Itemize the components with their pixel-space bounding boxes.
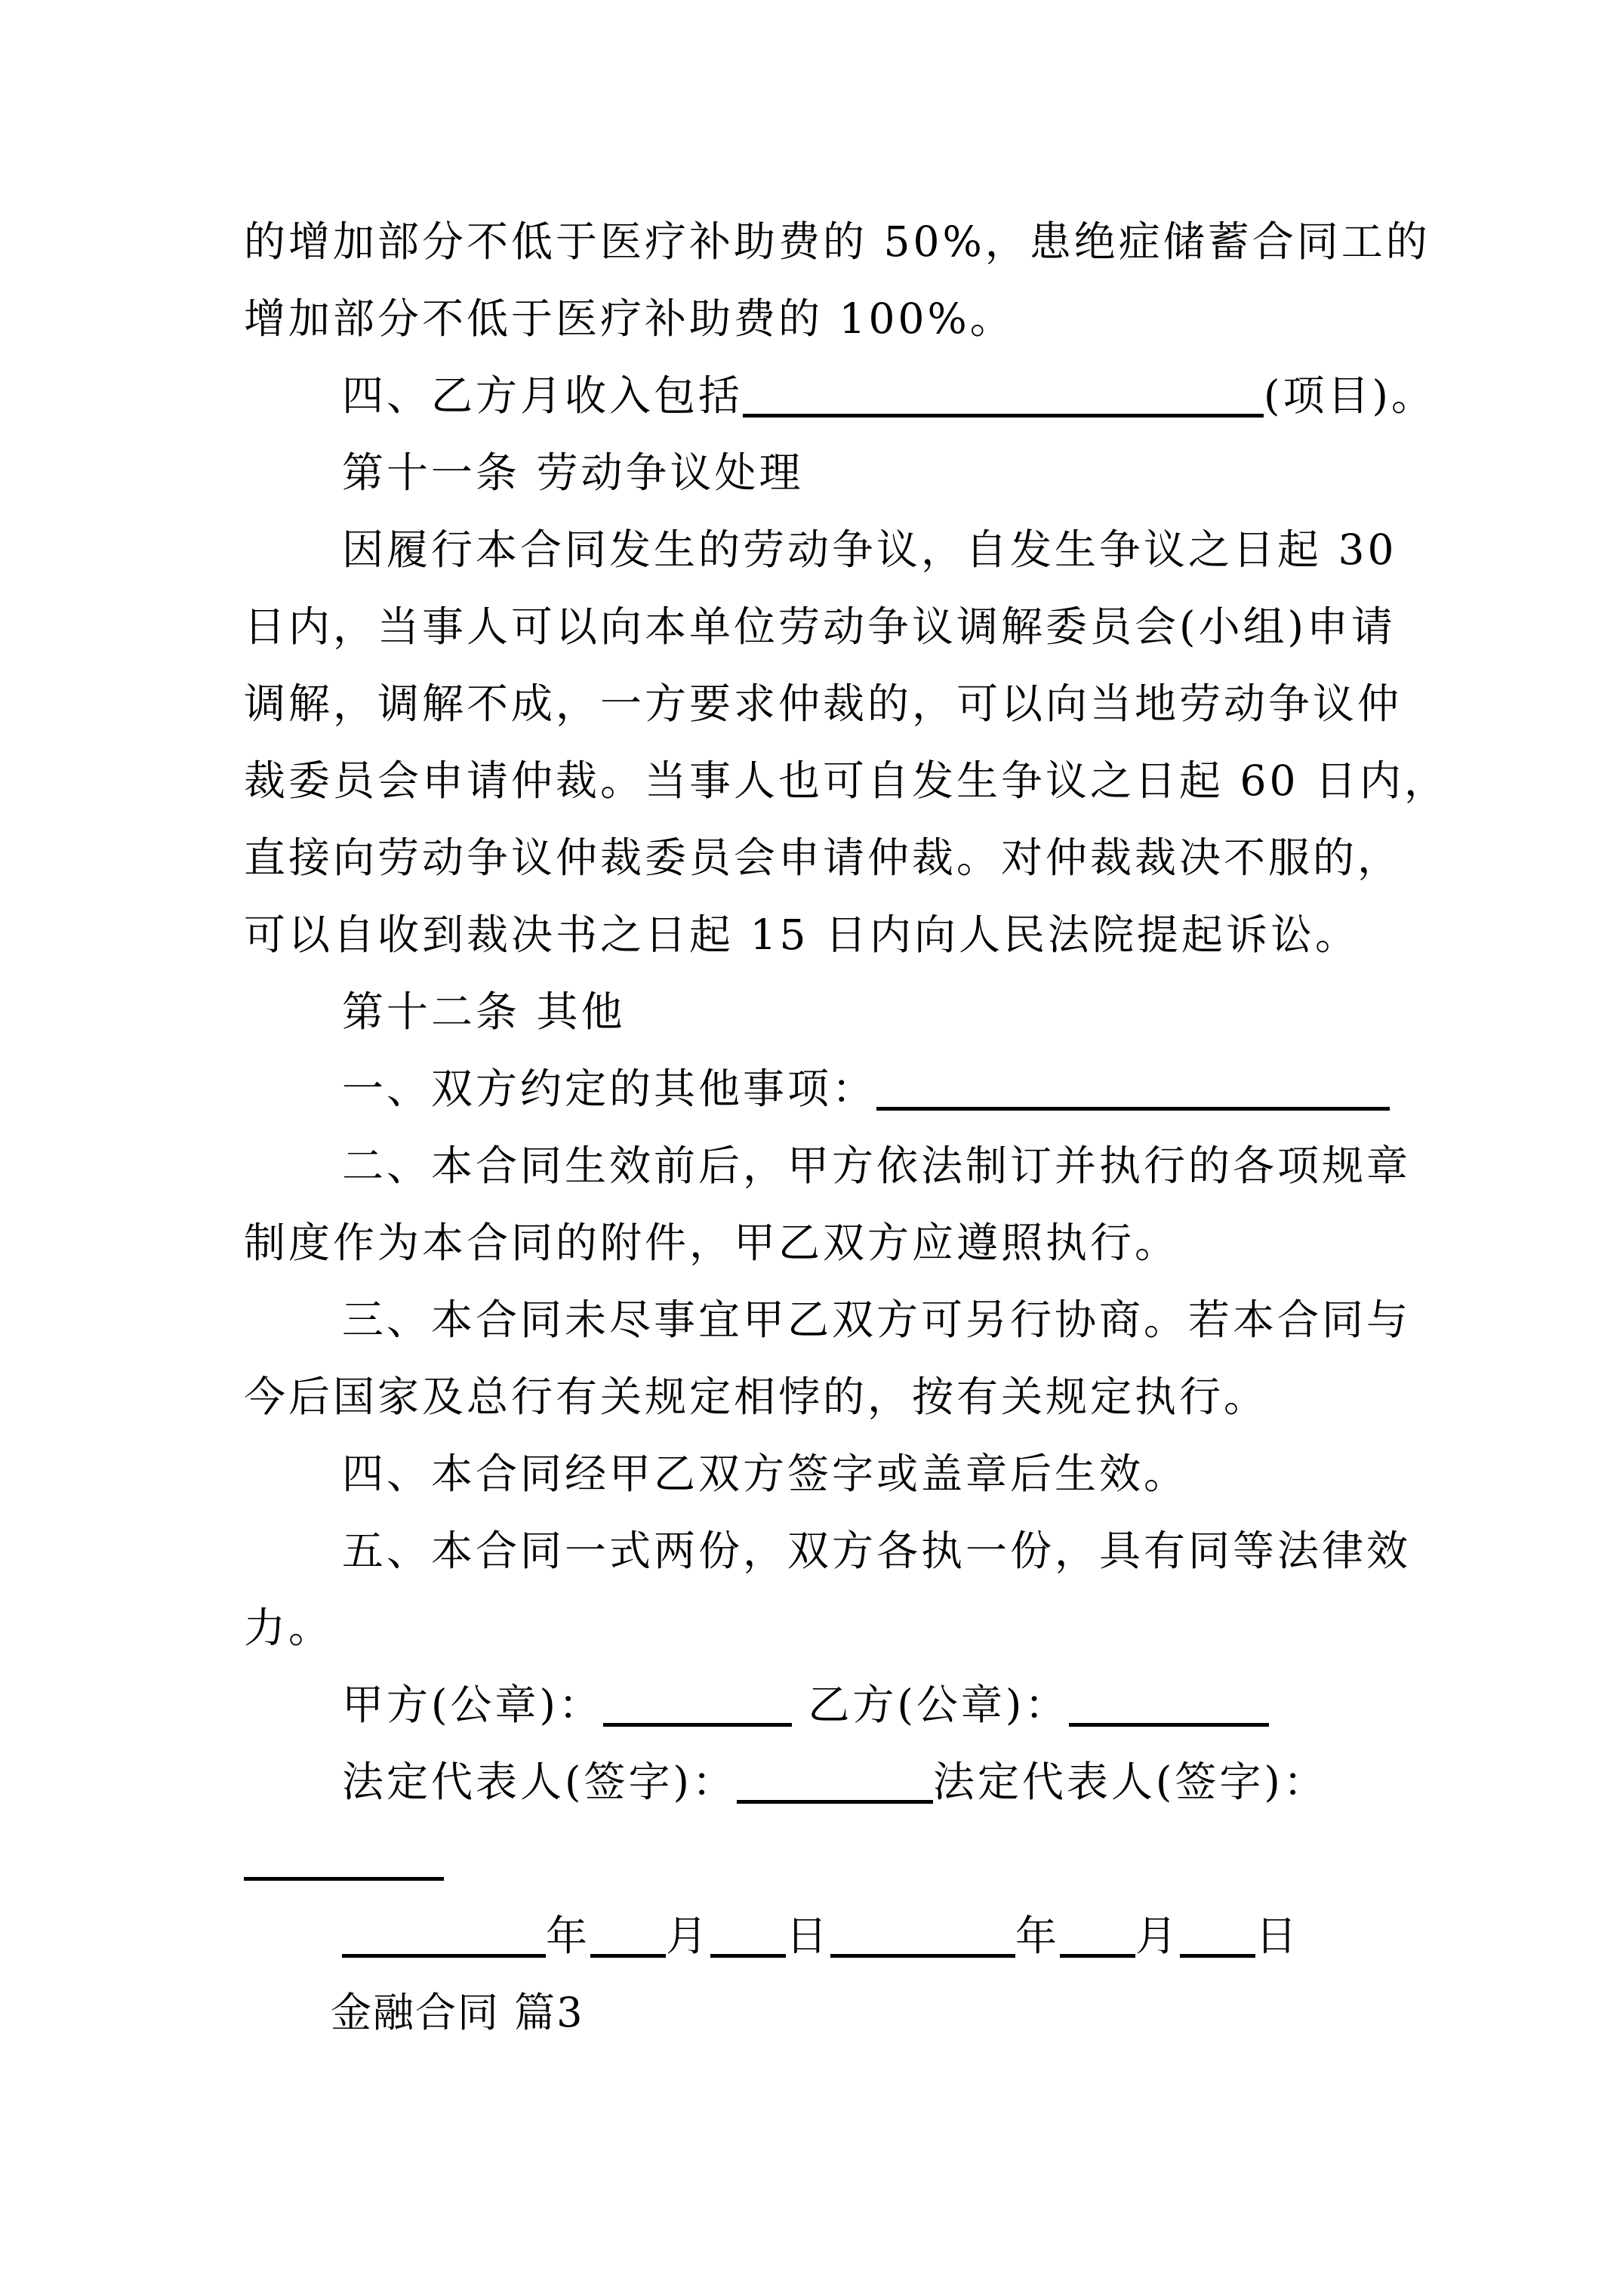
line-legal-representative [244, 1743, 1467, 1820]
fill-in-blank [590, 1930, 666, 1958]
text-run: 月 [666, 1912, 711, 1960]
text-run: 二、本合同生效前后，甲方依法制订并执行的各项规章 [342, 1142, 1412, 1190]
line-signature-blank-wrap [244, 1820, 1467, 1897]
fill-in-blank [710, 1930, 786, 1958]
text-run: 法定代表人(签字)： [342, 1758, 737, 1806]
text-run: 三、本合同未尽事宜甲乙双方可另行协商。若本合同与 [342, 1296, 1412, 1344]
fill-in-blank [1180, 1930, 1255, 1958]
line-dispute-3 [244, 665, 1467, 742]
line-dispute-1 [244, 511, 1467, 588]
line-date [244, 1897, 1467, 1974]
text-run: 直接向劳动争议仲裁委员会申请仲裁。对仲裁裁决不服的， [244, 834, 1403, 882]
line-other-4 [244, 1435, 1467, 1512]
text-run: 制度作为本合同的附件，甲乙双方应遵照执行。 [244, 1219, 1180, 1267]
fill-in-blank [876, 1083, 1390, 1111]
text-run: 甲方(公章)： [342, 1681, 603, 1729]
text-run: 五、本合同一式两份，双方各执一份，具有同等法律效 [342, 1527, 1412, 1575]
text-run: 法定代表人(签字)： [932, 1758, 1328, 1806]
text-run: 今后国家及总行有关规定相悖的，按有关规定执行。 [244, 1373, 1269, 1421]
text-run: 四、本合同经甲乙双方签字或盖章后生效。 [342, 1450, 1189, 1498]
text-run: 四、乙方月收入包括 [342, 371, 744, 420]
line-other-3a [244, 1281, 1467, 1358]
text-run: 的增加部分不低于医疗补助费的 50%，患绝症储蓄合同工的 [244, 217, 1431, 266]
text-run: 乙方(公章)： [791, 1681, 1070, 1729]
line-item-4-monthly-income [244, 357, 1467, 434]
fill-in-blank [603, 1699, 792, 1727]
text-run: 日 [786, 1912, 831, 1960]
text-run: 裁委员会申请仲裁。当事人也可自发生争议之日起 60 日内， [244, 757, 1449, 805]
line-footer-title [244, 1974, 1467, 2051]
line-medical-subsidy-100 [244, 280, 1467, 357]
line-dispute-6 [244, 896, 1467, 973]
line-article-11-heading [244, 434, 1467, 511]
text-run: 力。 [244, 1604, 334, 1652]
text-run: 因履行本合同发生的劳动争议，自发生争议之日起 30 [342, 525, 1397, 574]
text-run: 年 [1015, 1912, 1061, 1960]
fill-in-blank [737, 1776, 933, 1804]
line-other-2b [244, 1204, 1467, 1281]
text-run: 一、双方约定的其他事项： [342, 1065, 877, 1113]
line-dispute-5 [244, 819, 1467, 896]
text-run: 增加部分不低于医疗补助费的 100%。 [244, 294, 1015, 343]
fill-in-blank [244, 1853, 444, 1881]
text-run: 金融合同 篇3 [331, 1989, 584, 2036]
line-seal-signature [244, 1666, 1467, 1743]
text-run: 第十一条 劳动争议处理 [342, 448, 804, 497]
line-medical-subsidy-50 [244, 203, 1467, 280]
line-other-5a [244, 1512, 1467, 1589]
fill-in-blank [743, 390, 1264, 418]
line-article-12-heading [244, 973, 1467, 1050]
fill-in-blank [830, 1930, 1015, 1958]
text-run: 日 [1255, 1912, 1301, 1960]
fill-in-blank [342, 1930, 546, 1958]
fill-in-blank [1069, 1699, 1269, 1727]
text-run: 调解，调解不成，一方要求仲裁的，可以向当地劳动争议仲 [244, 680, 1403, 728]
text-run: (项目)。 [1264, 371, 1436, 420]
line-other-1 [244, 1050, 1467, 1127]
line-dispute-2 [244, 588, 1467, 665]
line-other-3b [244, 1358, 1467, 1435]
line-other-5b [244, 1589, 1467, 1666]
text-run: 月 [1135, 1912, 1181, 1960]
text-run: 年 [546, 1912, 591, 1960]
text-run: 第十二条 其他 [342, 988, 626, 1036]
text-run: 日内，当事人可以向本单位劳动争议调解委员会(小组)申请 [244, 603, 1396, 651]
line-other-2a [244, 1127, 1467, 1204]
document-lines [244, 203, 1467, 2051]
line-dispute-4 [244, 742, 1467, 819]
fill-in-blank [1060, 1930, 1135, 1958]
text-run: 可以自收到裁决书之日起 15 日内向人民法院提起诉讼。 [244, 911, 1360, 959]
